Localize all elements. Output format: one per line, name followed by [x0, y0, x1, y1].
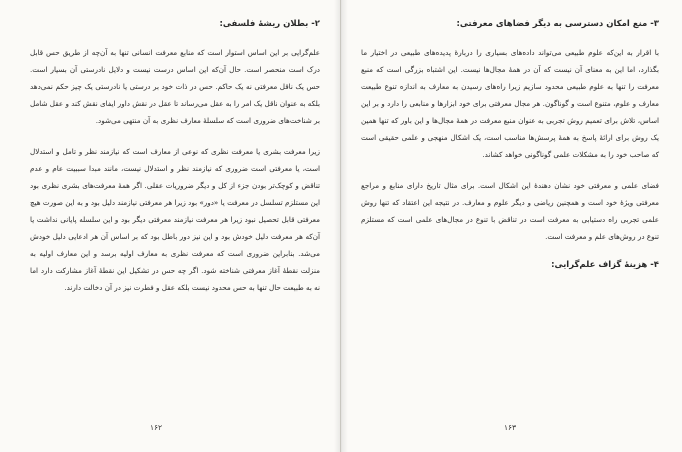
section-heading-4: ۴- هزینهٔ گزاف علم‌گرایی: — [551, 260, 659, 270]
right-page-number: ۱۶۳ — [504, 423, 517, 432]
right-paragraph-1: با اقرار به این‌که علوم طبیعی می‌تواند داده‌های بسیاری را دربارهٔ پدیده‌های طبیعی در اختیار ما بگذارد، اما این به معنای آن نیست که آن در همهٔ مجال‌ها نیست. این اشتباه بزرگی است که منبع معرفت را تنها به علوم طبیعی محدود سازیم زیرا راه‌های رسیدن به معارف به اندازه تنوع طبیعت معارف و علوم، متنوع است و گوناگون. هر مجال معرفتی برای خود ابزارها و منابعی را دارد و بر این اساس، تلاش برای تعمیم روش تجربی به عنوان منبع معرفت در همهٔ مجال‌ها و این باور که تنها همین یک روش برای ارائهٔ پاسخ به همهٔ پرسش‌ها مناسب است، یک اشکال منهجی و علمی حقیقی است که صاحب خود را به مشکلات علمی گوناگونی خواهد کشاند. — [361, 48, 659, 159]
left-paragraph-2: زیرا معرفت بشری یا معرفت نظری که نوعی از معارف است که نیازمند نظر و تامل و استدلال است، یا معرفتی است ضروری که نیازمند نظر و استدلال نیست، مانند مبدا سببیت عام و عدم تناقض و کوچک‌تر بودن جزء از کل و دیگر ضروریات عقلی. اگر همهٔ معرفت‌های بشری نظری بود این مستلزم تسلسل در معرفت یا «دور» بود زیرا هر معرفتی نیازمند دلیل بود و به این صورت هیچ معرفتی قابل تحصیل نبود زیرا هر معرفت نیازمند معرفتی دیگر بود و این سلسله پایانی نداشت یا آن‌که هر معرفت دلیل خودش بود و این نیز دور باطل بود که بر اساس آن هر ادعایی دلیل خودش می‌شد. بنابراین ضروری است که معرفت نظری به معارف اولیه برسد و این معارف اولیه به منزلت نقطهٔ آغاز معرفتی شناخته شود. اگر چه حس در تشکیل این نقطهٔ آغاز مشارکت دارد اما نه به طبیعت حال تنها به حس محدود نیست بلکه عقل و فطرت نیز در آن دخالت دارند. — [29, 147, 320, 292]
section-heading-3: ۳- منع امکان دسترسی به دیگر فضاهای معرفتی: — [456, 19, 659, 29]
left-page-number: ۱۶۲ — [150, 423, 163, 432]
section-heading-2: ۲- بطلان ریشهٔ فلسفی: — [219, 19, 320, 29]
book-gutter-shadow — [334, 0, 348, 452]
right-paragraph-2: فضای علمی و معرفتی خود نشان دهندهٔ این اشکال است. برای مثال تاریخ دارای منابع و مراجع معرفتی ویژهٔ خود است و همچنین ریاضی و دیگر علوم و معارف. در نتیجه این اعتقاد که تنها روش علمی تجربی راه دستیابی به معرفت است در تناقض با تنوع در مجال‌های علمی است که مستلزم تنوع در روش‌های علم و معرفت است. — [361, 181, 659, 241]
left-paragraph-1: علم‌گرایی بر این اساس استوار است که منابع معرفت انسانی تنها به آن‌چه از طریق حس قابل درک است منحصر است. حال آن‌که این اساس درست نیست و دلایل نادرستی آن بسیار است. حس یک ناقل معرفتی نه یک حاکم. حس در ذات خود بر درستی یا نادرستی یک چیز حکم نمی‌دهد بلکه به عنوان ناقل یک امر را به عقل می‌رساند تا عقل در نقش داور ایفای نقش کند و عقل شامل بر شناخت‌های ضروری است که سلسلهٔ معارف نظری به آن منتهی می‌شود. — [30, 48, 320, 125]
left-page-content — [30, 18, 320, 310]
right-page-content — [361, 18, 659, 285]
right-page — [341, 0, 682, 452]
